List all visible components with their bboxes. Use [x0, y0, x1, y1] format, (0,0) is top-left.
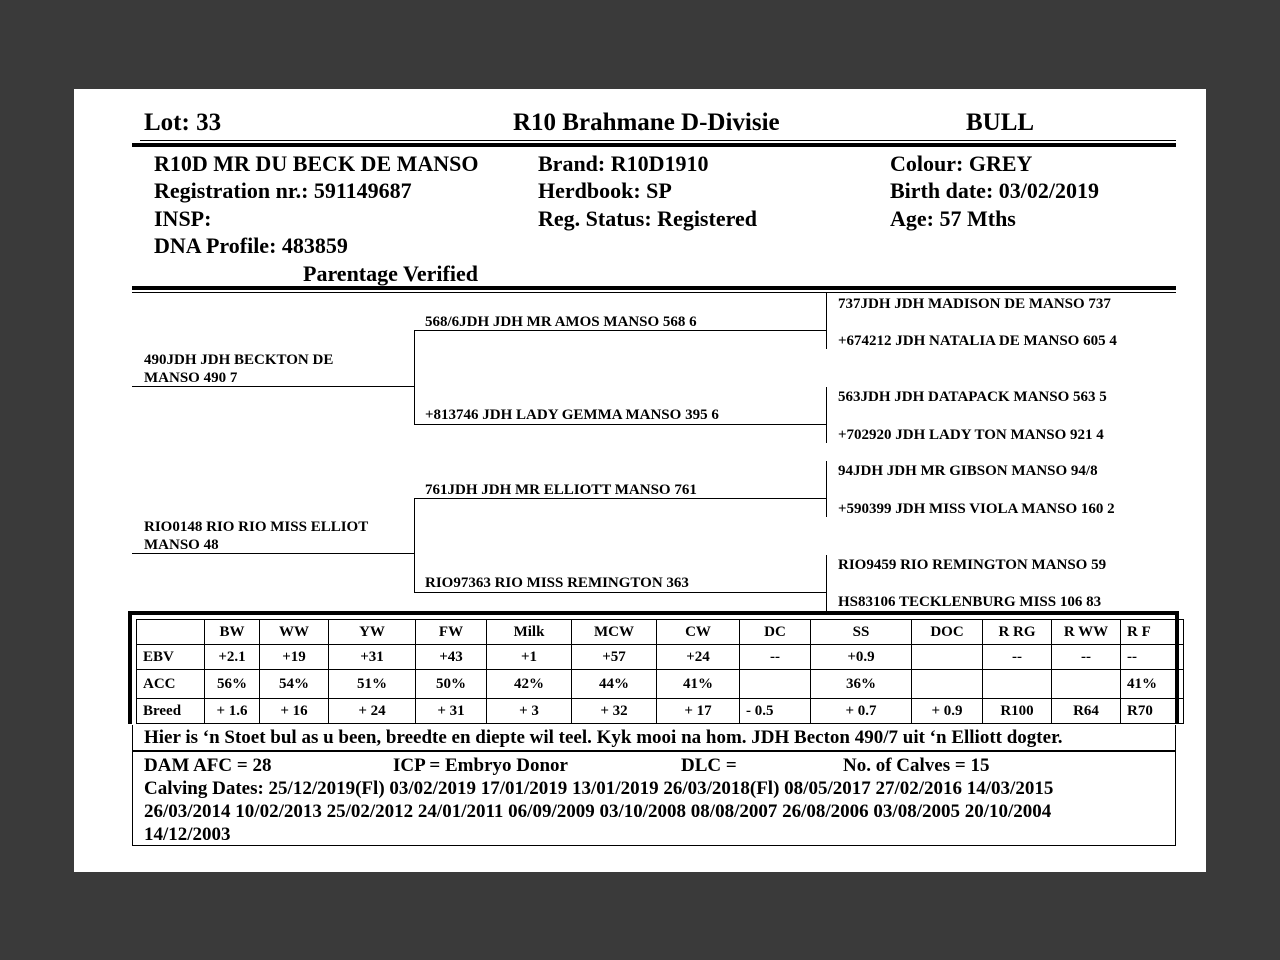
ebv-cell: - 0.5: [740, 699, 811, 724]
ebv-cell: + 0.9: [912, 699, 983, 724]
pedigree-sire: 490JDH JDH BECKTON DE MANSO 490 7: [144, 352, 334, 386]
ebv-col-header: R WW: [1052, 620, 1121, 645]
ebv-cell: +2.1: [205, 645, 260, 670]
ebv-cell: 42%: [487, 670, 572, 699]
pedigree-sire-dam: +813746 JDH LADY GEMMA MANSO 395 6: [425, 407, 719, 423]
ebv-cell: + 32: [572, 699, 657, 724]
ebv-cell: [912, 645, 983, 670]
ebv-row-label: Breed: [137, 699, 205, 724]
ebv-row-label: EBV: [137, 645, 205, 670]
ebv-col-header: WW: [260, 620, 329, 645]
ebv-cell: 36%: [811, 670, 912, 699]
ebv-cell: +43: [416, 645, 487, 670]
ebv-cell: + 1.6: [205, 699, 260, 724]
ebv-cell: --: [740, 645, 811, 670]
info-rule-thick: [132, 286, 1176, 290]
sire-dam-line: [414, 424, 827, 425]
ebv-cell: R64: [1052, 699, 1121, 724]
dam-dam-branch: [826, 555, 827, 611]
ebv-cell: + 24: [329, 699, 416, 724]
ebv-cell: + 0.7: [811, 699, 912, 724]
ebv-cell: [912, 670, 983, 699]
pedigree-dam-dam: RIO97363 RIO MISS REMINGTON 363: [425, 575, 689, 591]
ebv-cell: +1: [487, 645, 572, 670]
ebv-header-row: [137, 620, 1184, 645]
ebv-col-header: BW: [205, 620, 260, 645]
pedigree-dam-sire: 761JDH JDH MR ELLIOTT MANSO 761: [425, 482, 697, 498]
age: Age: 57 Mths: [890, 206, 1016, 231]
ebv-col-header: R F: [1121, 620, 1184, 645]
comment: Hier is ‘n Stoet bul as u been, breedte en diepte wil teel. Kyk mooi na hom. JDH Becton 490/7 uit ‘n Elliott dogter.: [132, 725, 1176, 751]
ebv-row: [137, 645, 1184, 670]
ebv-cell: 51%: [329, 670, 416, 699]
sire-branch: [414, 330, 415, 425]
pedigree-sire-sire: 568/6JDH JDH MR AMOS MANSO 568 6: [425, 314, 697, 330]
calving-dates-line: 26/03/2014 10/02/2013 25/02/2012 24/01/2011 06/09/2009 03/10/2008 08/08/2007 26/08/2006 03/08/2005 20/10/2004: [144, 801, 1052, 822]
ebv-row: [137, 699, 1184, 724]
registration-status: Reg. Status: Registered: [538, 206, 757, 231]
colour: Colour: GREY: [890, 151, 1033, 176]
ebv-cell: + 31: [416, 699, 487, 724]
ebv-table: [136, 619, 1184, 724]
calving-dates-line: Calving Dates: 25/12/2019(Fl) 03/02/2019 17/01/2019 13/01/2019 26/03/2018(Fl) 08/05/2017 27/02/2016 14/03/2015: [144, 778, 1054, 799]
ebv-col-header: DOC: [912, 620, 983, 645]
ebv-col-header: R RG: [983, 620, 1052, 645]
birth-date: Birth date: 03/02/2019: [890, 178, 1099, 203]
ebv-cell: R100: [983, 699, 1052, 724]
insp: INSP:: [154, 206, 212, 231]
sire-line: [132, 386, 414, 387]
ebv-col-header: MCW: [572, 620, 657, 645]
ebv-cell: [740, 670, 811, 699]
sire-dam-branch: [826, 387, 827, 443]
dam-dam-line: [414, 592, 827, 593]
dam-branch: [414, 498, 415, 593]
dam-dlc: DLC =: [681, 755, 737, 776]
pedigree-ggp: 737JDH JDH MADISON DE MANSO 737: [838, 296, 1111, 312]
dam-line: [132, 553, 414, 554]
ebv-col-header: CW: [657, 620, 740, 645]
ebv-row-label: ACC: [137, 670, 205, 699]
ebv-cell: 41%: [657, 670, 740, 699]
ebv-cell: [1052, 670, 1121, 699]
animal-name: R10D MR DU BECK DE MANSO: [154, 151, 479, 176]
sire-sire-line: [414, 330, 827, 331]
dam-sire-line: [414, 498, 827, 499]
ebv-cell: 41%: [1121, 670, 1184, 699]
dam-afc: DAM AFC = 28: [144, 755, 272, 776]
ebv-cell: + 17: [657, 699, 740, 724]
calving-dates-line: 14/12/2003: [144, 824, 231, 845]
ebv-cell: --: [1052, 645, 1121, 670]
animal-category: BULL: [966, 109, 1035, 136]
header-rule-thick: [132, 143, 1176, 147]
ebv-col-header: DC: [740, 620, 811, 645]
pedigree-ggp: 94JDH JDH MR GIBSON MANSO 94/8: [838, 463, 1098, 479]
pedigree-ggp: HS83106 TECKLENBURG MISS 106 83: [838, 594, 1102, 610]
ebv-cell: +0.9: [811, 645, 912, 670]
pedigree-ggp: +702920 JDH LADY TON MANSO 921 4: [838, 427, 1104, 443]
registration-number: Registration nr.: 591149687: [154, 178, 412, 203]
brand: Brand: R10D1910: [538, 151, 709, 176]
ebv-cell: +24: [657, 645, 740, 670]
header-rule-thin: [140, 140, 1176, 141]
ebv-row: [137, 670, 1184, 699]
herdbook: Herdbook: SP: [538, 178, 672, 203]
pedigree-ggp: RIO9459 RIO REMINGTON MANSO 59: [838, 557, 1107, 573]
ebv-cell: +57: [572, 645, 657, 670]
ebv-cell: +31: [329, 645, 416, 670]
lot-number: Lot: 33: [144, 109, 222, 136]
ebv-cell: --: [1121, 645, 1184, 670]
ebv-cell: 56%: [205, 670, 260, 699]
pedigree-ggp: +674212 JDH NATALIA DE MANSO 605 4: [838, 333, 1117, 349]
dam-sire-branch: [826, 461, 827, 517]
ebv-col-header: YW: [329, 620, 416, 645]
parentage-status: Parentage Verified: [303, 261, 478, 286]
dam-calves: No. of Calves = 15: [843, 755, 990, 776]
ebv-cell: --: [983, 645, 1052, 670]
ebv-col-header: Milk: [487, 620, 572, 645]
pedigree-ggp: 563JDH JDH DATAPACK MANSO 563 5: [838, 389, 1107, 405]
ebv-col-header: SS: [811, 620, 912, 645]
sale-title: R10 Brahmane D-Divisie: [513, 109, 780, 136]
info-rule-thin: [132, 292, 1176, 293]
ebv-col-header: FW: [416, 620, 487, 645]
ebv-cell: 50%: [416, 670, 487, 699]
dna-profile: DNA Profile: 483859: [154, 233, 348, 258]
ebv-cell: + 3: [487, 699, 572, 724]
lot-sheet: [74, 89, 1206, 872]
ebv-cell: +19: [260, 645, 329, 670]
sire-sire-branch: [826, 293, 827, 349]
dam-info: [132, 751, 1176, 846]
ebv-cell: 54%: [260, 670, 329, 699]
ebv-col-header: [137, 620, 205, 645]
ebv-cell: R70: [1121, 699, 1184, 724]
pedigree-dam: RIO0148 RIO RIO MISS ELLIOT MANSO 48: [144, 519, 368, 553]
pedigree-ggp: +590399 JDH MISS VIOLA MANSO 160 2: [838, 501, 1115, 517]
ebv-cell: 44%: [572, 670, 657, 699]
ebv-cell: + 16: [260, 699, 329, 724]
ebv-cell: [983, 670, 1052, 699]
dam-icp: ICP = Embryo Donor: [393, 755, 568, 776]
